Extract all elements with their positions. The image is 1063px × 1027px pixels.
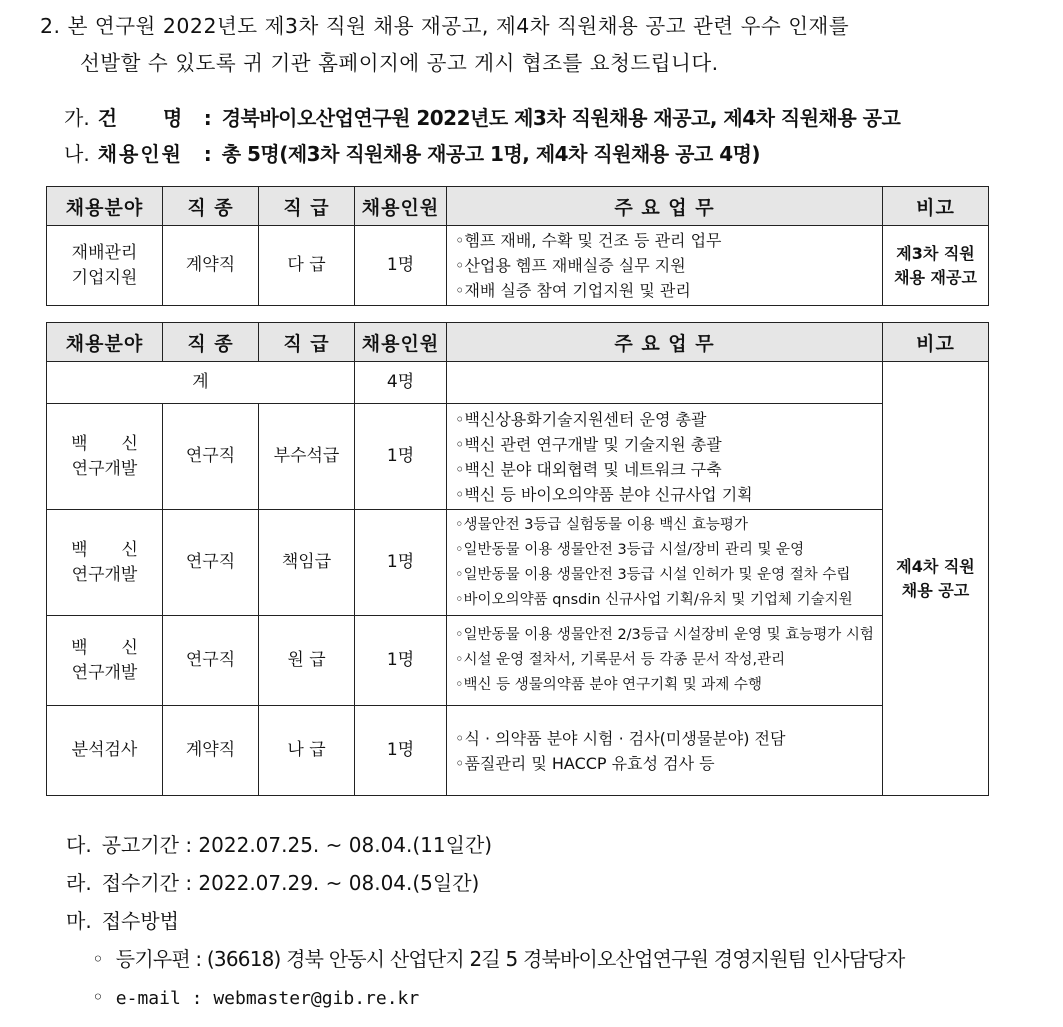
table-row xyxy=(47,706,989,796)
header-field: 채용분야 xyxy=(47,187,163,226)
note-line: 제4차 직원 xyxy=(896,556,975,576)
item-text: 공고기간 : 2022.07.25. ~ 08.04.(11일간) xyxy=(101,833,493,857)
cell-type: 계약직 xyxy=(163,706,259,796)
item-key: 건 명 xyxy=(97,106,185,130)
header-note: 비고 xyxy=(883,323,989,362)
header-count: 채용인원 xyxy=(355,323,447,362)
duty-line: ◦일반동물 이용 생물안전 3등급 시설/장비 관리 및 운영 xyxy=(455,541,805,558)
header-count: 채용인원 xyxy=(355,187,447,226)
field-line: 분석검사 xyxy=(71,740,138,760)
duty-line: ◦재배 실증 참여 기업지원 및 관리 xyxy=(455,281,691,300)
field-line: 기업지원 xyxy=(71,267,138,288)
cell-duties xyxy=(447,616,883,706)
method-text: e-mail : webmaster@gib.re.kr xyxy=(115,988,420,1009)
table-header-row xyxy=(47,187,989,226)
total-label: 계 xyxy=(47,362,355,404)
method-email xyxy=(66,978,904,1018)
item-value: 경북바이오산업연구원 2022년도 제3차 직원채용 재공고, 제4차 직원채용 공고 xyxy=(221,106,901,130)
item-mark: 라. xyxy=(66,871,92,895)
cell-field xyxy=(47,226,163,306)
field-line: 백 신 xyxy=(71,539,138,560)
table-row xyxy=(47,510,989,616)
schedule-section xyxy=(66,826,904,1018)
duty-line: ◦일반동물 이용 생물안전 2/3등급 시설장비 운영 및 효능평가 시험 xyxy=(455,627,874,643)
duty-line: ◦식 · 의약품 분야 시험 · 검사(미생물분야) 전담 xyxy=(455,728,786,748)
cell-grade: 부수석급 xyxy=(259,404,355,510)
table-row xyxy=(47,226,989,306)
table-header-row xyxy=(47,323,989,362)
field-line: 연구개발 xyxy=(71,662,138,683)
recruitment-table-3rd xyxy=(46,186,989,306)
header-grade: 직 급 xyxy=(259,323,355,362)
item-mark: 마. xyxy=(66,909,92,933)
cell-type: 계약직 xyxy=(163,226,259,306)
header-duties: 주 요 업 무 xyxy=(447,187,883,226)
cell-grade: 나 급 xyxy=(259,706,355,796)
item-title xyxy=(64,100,900,136)
cell-note xyxy=(883,362,989,796)
cell-type: 연구직 xyxy=(163,404,259,510)
cell-count: 1명 xyxy=(355,226,447,306)
field-line: 백 신 xyxy=(71,637,138,658)
note-line: 제3차 직원 xyxy=(896,243,975,263)
method-mail xyxy=(66,940,904,978)
header-type: 직 종 xyxy=(163,323,259,362)
item-text: 접수기간 : 2022.07.29. ~ 08.04.(5일간) xyxy=(101,871,480,895)
duty-line: ◦산업용 헴프 재배실증 실무 지원 xyxy=(455,256,686,275)
cell-count: 1명 xyxy=(355,404,447,510)
item-headcount xyxy=(64,136,900,172)
cell-grade: 다 급 xyxy=(259,226,355,306)
total-row xyxy=(47,362,989,404)
duty-line: ◦일반동물 이용 생물안전 3등급 시설 인허가 및 운영 절차 수립 xyxy=(455,566,851,583)
header-field: 채용분야 xyxy=(47,323,163,362)
cell-field xyxy=(47,510,163,616)
duty-line: ◦시설 운영 절차서, 기록문서 등 각종 문서 작성,관리 xyxy=(455,652,786,668)
item-colon: : xyxy=(203,142,212,166)
item-value: 총 5명(제3차 직원채용 재공고 1명, 제4차 직원채용 공고 4명) xyxy=(221,142,761,166)
cell-field xyxy=(47,616,163,706)
bullet-icon: ◦ xyxy=(92,985,104,1009)
cell-grade: 원 급 xyxy=(259,616,355,706)
duty-line: ◦바이오의약품 qnsdin 신규사업 기획/유치 및 기업체 기술지원 xyxy=(455,591,853,608)
item-key: 채용인원 xyxy=(97,142,183,166)
application-period xyxy=(66,864,904,902)
cell-duties xyxy=(447,404,883,510)
header-grade: 직 급 xyxy=(259,187,355,226)
header-type: 직 종 xyxy=(163,187,259,226)
duty-line: ◦백신 등 생물의약품 분야 연구기획 및 과제 수행 xyxy=(455,677,762,693)
duty-line: ◦백신 분야 대외협력 및 네트워크 구축 xyxy=(455,459,722,479)
item-text: 접수방법 xyxy=(101,909,179,933)
duty-line: ◦백신 관련 연구개발 및 기술지원 총괄 xyxy=(455,434,722,454)
header-note: 비고 xyxy=(883,187,989,226)
cell-duties xyxy=(447,510,883,616)
cell-count: 1명 xyxy=(355,510,447,616)
note-line: 채용 재공고 xyxy=(894,267,977,287)
application-method xyxy=(66,902,904,940)
duty-line: ◦헴프 재배, 수확 및 건조 등 관리 업무 xyxy=(455,231,722,250)
cell-type: 연구직 xyxy=(163,616,259,706)
cell-duties xyxy=(447,226,883,306)
cell-field xyxy=(47,706,163,796)
intro-line-1: 2. 본 연구원 2022년도 제3차 직원 채용 재공고, 제4차 직원채용 공고 관련 우수 인재를 xyxy=(40,14,850,38)
item-mark: 다. xyxy=(66,833,92,857)
duty-line: ◦백신 등 바이오의약품 분야 신규사업 기획 xyxy=(455,484,753,504)
item-mark: 나. xyxy=(64,142,90,166)
header-duties: 주 요 업 무 xyxy=(447,323,883,362)
field-line: 재배관리 xyxy=(71,242,138,263)
duty-line: ◦백신상용화기술지원센터 운영 총괄 xyxy=(455,409,707,429)
cell-grade: 책임급 xyxy=(259,510,355,616)
duty-line: ◦품질관리 및 HACCP 유효성 검사 등 xyxy=(455,753,715,773)
item-mark: 가. xyxy=(64,106,90,130)
intro-paragraph xyxy=(40,8,1030,82)
bullet-icon: ◦ xyxy=(92,947,104,971)
cell-count: 1명 xyxy=(355,706,447,796)
recruitment-table-4th xyxy=(46,322,989,796)
cell-note xyxy=(883,226,989,306)
cell-count: 1명 xyxy=(355,616,447,706)
intro-line-2: 선발할 수 있도록 귀 기관 홈페이지에 공고 게시 협조를 요청드립니다. xyxy=(80,51,719,75)
table-row xyxy=(47,404,989,510)
item-colon: : xyxy=(203,106,212,130)
total-duties-empty xyxy=(447,362,883,404)
cell-type: 연구직 xyxy=(163,510,259,616)
cell-duties xyxy=(447,706,883,796)
notice-period xyxy=(66,826,904,864)
note-line: 채용 공고 xyxy=(901,580,970,600)
summary-items xyxy=(64,100,900,172)
field-line: 연구개발 xyxy=(71,564,138,585)
total-count: 4명 xyxy=(355,362,447,404)
cell-field xyxy=(47,404,163,510)
table-row xyxy=(47,616,989,706)
method-text: 등기우편 : (36618) 경북 안동시 산업단지 2길 5 경북바이오산업연구원 경영지원팀 인사담당자 xyxy=(115,947,905,971)
field-line: 연구개발 xyxy=(71,458,138,479)
field-line: 백 신 xyxy=(71,433,138,454)
duty-line: ◦생물안전 3등급 실험동물 이용 백신 효능평가 xyxy=(455,516,748,533)
